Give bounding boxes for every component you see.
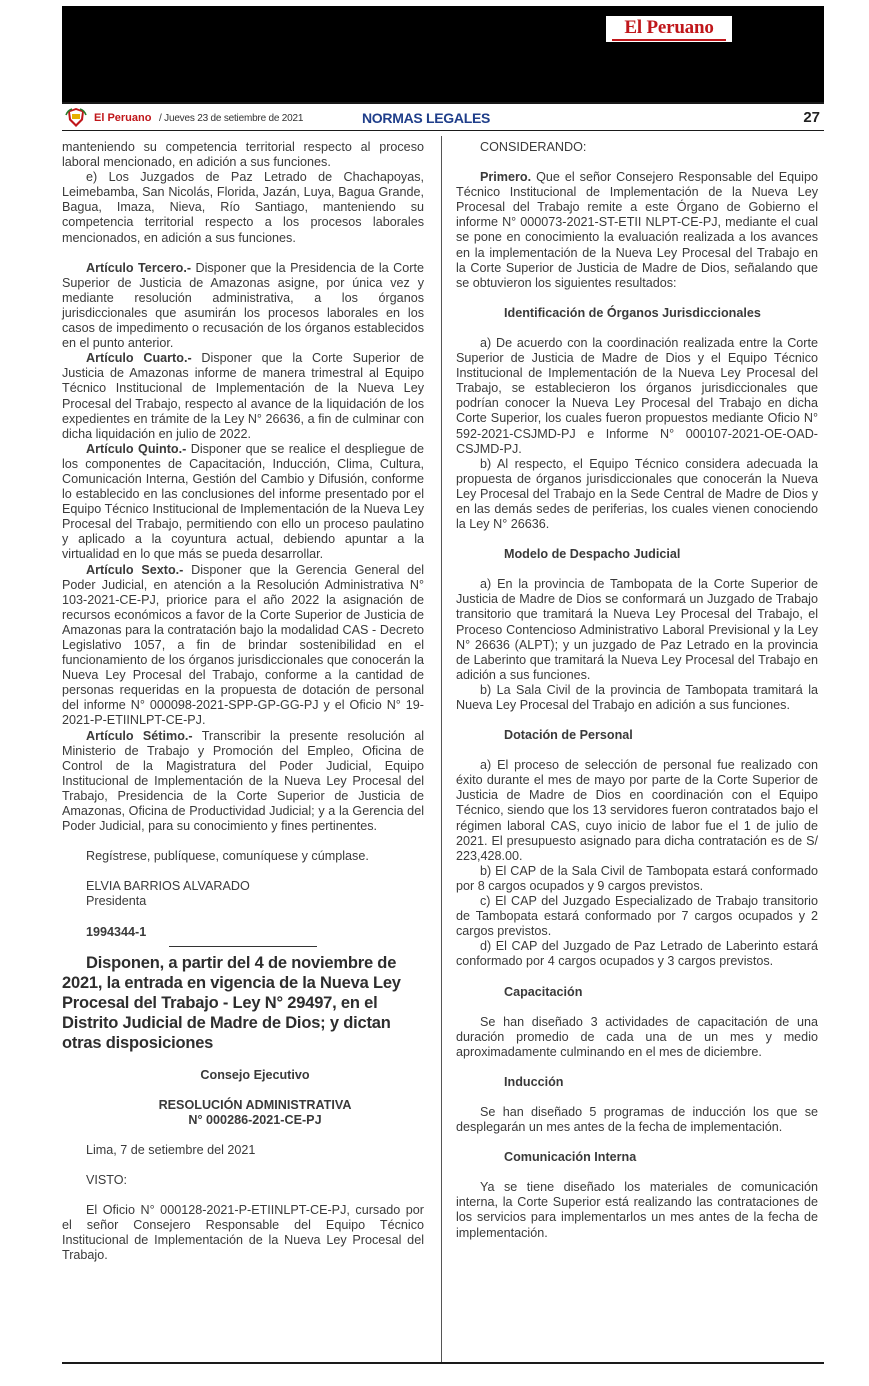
considerando-heading: CONSIDERANDO: [480, 140, 587, 154]
article-text: Disponer que la Gerencia General del Poder Judicial, en atención a la Resolución Administrativa N° 103-2021-CE-PJ, priorice para el año 2022 la asignación de recursos económicos a favor de la Corte Superior de Justicia de Amazonas para la contratación bajo la modalidad CAS - Decreto Legislativo 1057, a fin de brindar sostenibilidad en el funcionamiento de los órganos jurisdiccionales que conocerán la Nueva Ley Procesal del Trabajo, conforme a la cantidad de personas requeridas en la propuesta de dotación de personal del informe N° 000098-2021-SPP-GP-GG-PJ y el Oficio N° 19-2021-P-ETIINLPT-CE-PJ. [62, 562, 424, 728]
subheading: Comunicación Interna [504, 1150, 637, 1165]
header-brand: El Peruano [94, 112, 152, 124]
place-date: Lima, 7 de setiembre del 2021 [86, 1142, 256, 1157]
issuing-body: Consejo Ejecutivo [200, 1067, 310, 1082]
bottom-rule [62, 1362, 824, 1364]
article-label: Artículo Sexto.- [86, 562, 184, 577]
subheading: Dotación de Personal [504, 728, 633, 743]
right-column [456, 140, 818, 1241]
article-text: Disponer que la Corte Superior de Justicia de Amazonas informe de manera trimestral al Equipo Técnico Institucional de Implementación de la Nueva Ley Procesal del Trabajo, respecto al avance de la liquidación de los expedientes en trámite de la Ley N° 26636, a fin de culminar con dicha liquidación en julio de 2022. [62, 351, 424, 441]
paragraph: b) La Sala Civil de la provincia de Tambopata tramitará la Nueva Ley Procesal del Trabajo en adición a sus funciones. [456, 682, 818, 712]
coat-of-arms-icon [64, 106, 88, 128]
article-text: Disponer que la Presidencia de la Corte Superior de Justicia de Amazonas asigne, por única vez y mediante resolución administrativa, a los órganos jurisdiccionales que asumirán los procesos laborales en los casos de impedimento o recusación de los órganos establecidos en el punto anterior. [62, 260, 424, 351]
article-setimo [62, 729, 424, 835]
closing-formula: Regístrese, publíquese, comuníquese y cúmplase. [86, 849, 369, 864]
subheading: Inducción [504, 1074, 564, 1089]
article-label: Artículo Tercero.- [86, 260, 192, 275]
page-number: 27 [803, 109, 820, 126]
subheading: Capacitación [504, 984, 583, 999]
header-rule-bottom [62, 130, 824, 131]
paragraph: a) En la provincia de Tambopata de la Corte Superior de Justicia de Madre de Dios se conformará un Juzgado de Trabajo transitorio que tramitará la Nueva Ley Procesal del Trabajo, el Proceso Contencioso Administrativo Laboral Previsional y la Ley N° 26636 (ALPT); y un juzgado de Paz Letrado en la provincia de Laberinto que tramitará la Nueva Ley Procesal del Trabajo en adición a sus funciones. [456, 577, 818, 682]
article-text: Disponer que se realice el despliegue de los componentes de Capacitación, Inducción, Clima, Cultura, Comunicación Interna, Gestión del Cambio y Difusión, conforme lo establecido en las conclusiones del informe presentado por el Equipo Técnico Institucional de Implementación de la Nueva Ley Procesal del Trabajo, permitiendo con ello un proceso paulatino y aplicado a la coyuntura actual, debiendo apuntar a la virtualidad en lo que más se pueda desarrollar. [62, 441, 424, 562]
paragraph: a) El proceso de selección de personal fue realizado con éxito durante el mes de mayo por parte de la Corte Superior de Justicia de Madre de Dios en coordinación con el Equipo Técnico, siendo que los 13 servidores fueron contratados bajo el régimen laboral CAS, cuyo inicio de labor fue el 1 de julio de 2021. El presupuesto asignado para dicha contratación es de S/ 223,428.00. [456, 758, 818, 863]
primero-label: Primero. [480, 170, 532, 185]
paragraph: manteniendo su competencia territorial respecto al proceso laboral mencionado, en adición a sus funciones. [62, 140, 424, 170]
visto-heading: VISTO: [86, 1172, 128, 1187]
signer-role: Presidenta [86, 894, 147, 909]
paragraph: e) Los Juzgados de Paz Letrado de Chachapoyas, Leimebamba, San Nicolás, Florida, Jazán, Luya, Bagua Grande, Bagua, Imaza, Nieva, Río Santiago, manteniendo su competencia territorial respecto a los procesos laborales mencionados, en adición a sus funciones. [62, 170, 424, 245]
primero-text: Que el señor Consejero Responsable del Equipo Técnico Institucional de Implementación de la Nueva Ley Procesal del Trabajo remite a este Órgano de Gobierno el informe N° 000073-2021-ST-ETII NLPT-CE-PJ, mediante el cual se pone en conocimiento la evaluación realizada a los avances en la implementación de la Nueva Ley Procesal del Trabajo en la Corte Superior de Justicia de Madre de Dios, señalando que se obtuvieron los siguientes resultados: [456, 170, 818, 290]
paragraph: d) El CAP del Juzgado de Paz Letrado de Laberinto estará conformado por 4 cargos ocupados y 3 cargos previstos. [456, 939, 818, 969]
article-sexto [62, 563, 424, 729]
header-date: / Jueves 23 de setiembre de 2021 [159, 113, 304, 124]
paragraph: c) El CAP del Juzgado Especializado de Trabajo transitorio de Tambopata estará conformado por 7 cargos ocupados y 2 cargos previstos. [456, 894, 818, 939]
paragraph: b) Al respecto, el Equipo Técnico considera adecuada la propuesta de órganos jurisdiccionales que conocerán la Nueva Ley Procesal del Trabajo en la Sede Central de Madre de Dios y en las demás sedes de periferias, los cuales vienen conociendo la Ley N° 26636. [456, 456, 818, 532]
section-separator [169, 946, 317, 947]
article-label: Artículo Quinto.- [86, 441, 187, 456]
article-tercero [62, 261, 424, 352]
logo-underline [612, 39, 726, 41]
el-peruano-logo [606, 16, 732, 42]
primero-paragraph [456, 170, 818, 291]
article-label: Artículo Sétimo.- [86, 728, 193, 743]
article-text: Transcribir la presente resolución al Ministerio de Trabajo y Promoción del Empleo, Oficina de Control de la Magistratura del Poder Judicial, Equipo Institucional de Implementación de la Nueva Ley Procesal del Trabajo, Presidencia de la Corte Superior de Justicia de Amazonas, Oficina de Productividad Judicial; y a la Gerencia del Poder Judicial, para su conocimiento y fines pertinentes. [62, 728, 425, 834]
subheading: Identificación de Órganos Jurisdiccionales [504, 305, 761, 320]
paragraph: Se han diseñado 5 programas de inducción los que se desplegarán un mes antes de la fecha de implementación. [456, 1104, 818, 1135]
paragraph: b) El CAP de la Sala Civil de Tambopata estará conformado por 8 cargos ocupados y 9 cargos previstos. [456, 863, 818, 893]
paragraph: Ya se tiene diseñado los materiales de comunicación interna, la Corte Superior está realizando las contrataciones de los servicios para implementarlos un mes antes de la fecha de implementación. [456, 1180, 818, 1240]
article-cuarto [62, 351, 424, 442]
page-header [62, 104, 824, 130]
paragraph: a) De acuerdo con la coordinación realizada entre la Corte Superior de Justicia de Madre de Dios y el Equipo Técnico Institucional de Implementación de la Nueva Ley Procesal del Trabajo, se establecieron los órganos jurisdiccionales que podrían conocer la Nueva Ley Procesal del Trabajo en dicha Corte Superior, los cuales fueron propuestos mediante Oficio N° 592-2021-CSJMD-PJ e Informe N° 000107-2021-OE-OAD-CSJMD-PJ. [456, 335, 818, 456]
column-divider [441, 136, 442, 1364]
header-section-title: NORMAS LEGALES [362, 110, 491, 126]
resolution-title: Disponen, a partir del 4 de noviembre de 2021, la entrada en vigencia de la Nueva Ley Procesal del Trabajo - Ley N° 29497, en el Distrito Judicial de Madre de Dios; y dictan otras disposiciones [62, 953, 401, 1052]
signer-name: ELVIA BARRIOS ALVARADO [86, 879, 250, 894]
logo-text: El Peruano [624, 17, 714, 38]
left-column [62, 140, 424, 1263]
subheading: Modelo de Despacho Judicial [504, 547, 681, 562]
resolution-number: N° 000286-2021-CE-PJ [188, 1112, 322, 1127]
article-label: Artículo Cuarto.- [86, 351, 192, 366]
resolution-type: RESOLUCIÓN ADMINISTRATIVA [158, 1097, 352, 1112]
article-quinto [62, 442, 424, 563]
paragraph: Se han diseñado 3 actividades de capacitación de una duración promedio de cada una de un mes y medio aproximadamente culminando en el mes de diciembre. [456, 1014, 818, 1059]
reference-number: 1994344-1 [86, 924, 147, 939]
paragraph: El Oficio N° 000128-2021-P-ETIINLPT-CE-PJ, cursado por el señor Consejero Responsable del Equipo Técnico Institucional de Implementación de la Nueva Ley Procesal del Trabajo. [62, 1203, 424, 1263]
